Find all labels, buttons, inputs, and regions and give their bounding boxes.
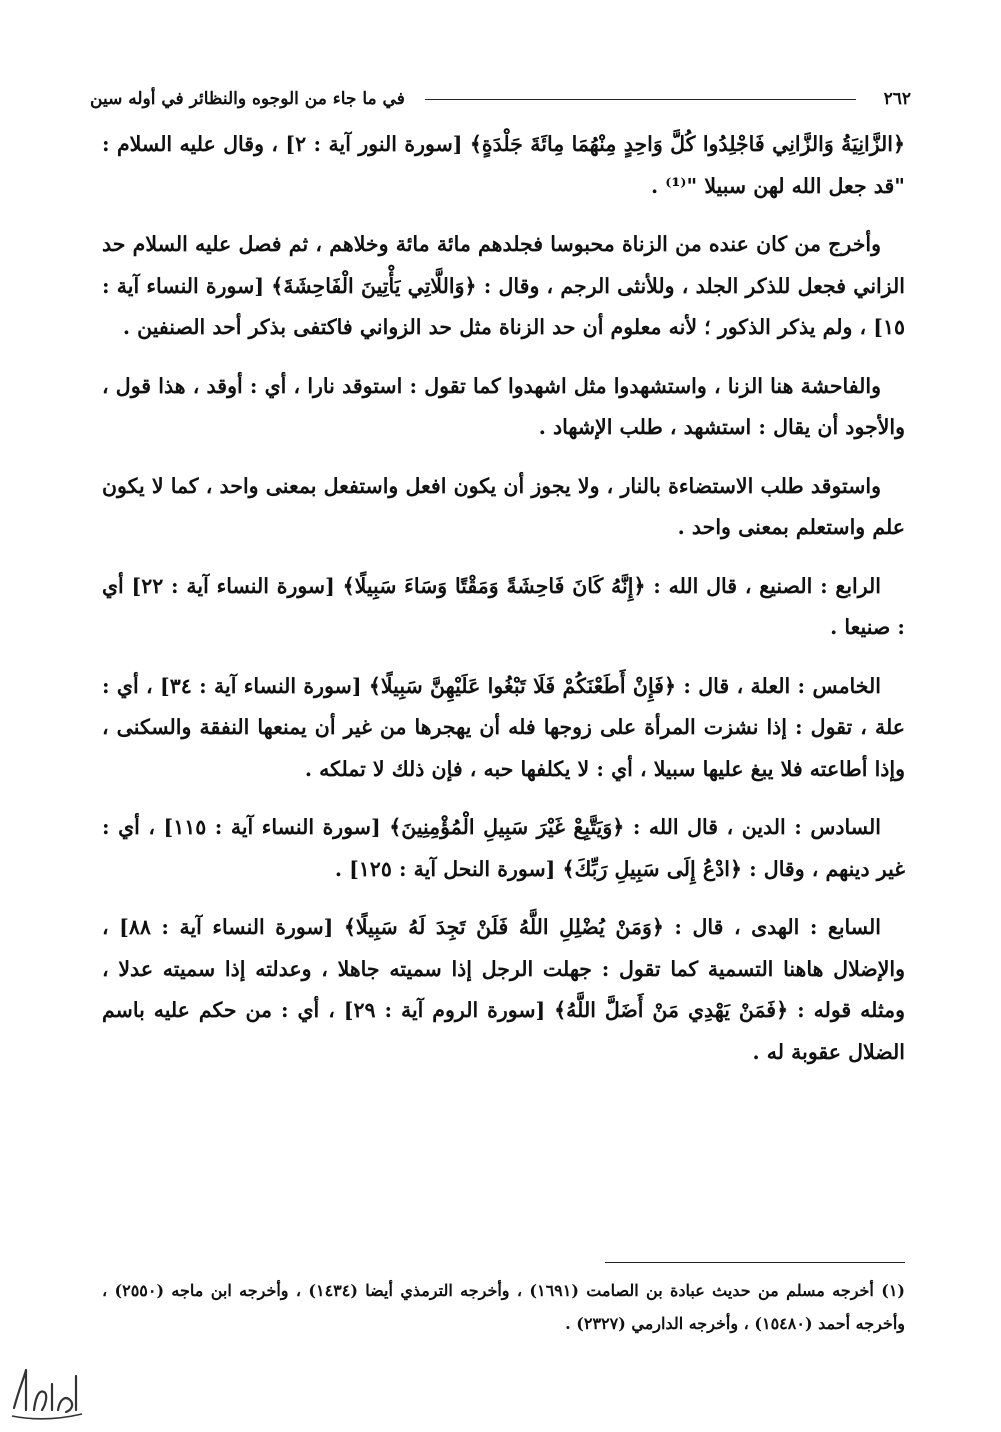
paragraph: واستوقد طلب الاستضاءة بالنار ، ولا يجوز أن يكون افعل واستفعل بمعنى واحد ، كما لا يكون علم واستعلم بمعنى واحد .	[102, 473, 905, 539]
running-title: في ما جاء من الوجوه والنظائر في أوله سين	[90, 89, 405, 109]
paragraph: وأخرج من كان عنده من الزناة محبوسا فجلدهم مائة مائة وخلاهم ، ثم فصل عليه السلام حد الزاني فجعل للذكر الجلد ، وللأنثى الرجم ، وقال : ﴿وَاللَّاتِي يَأْتِينَ الْفَاحِشَةَ﴾ [سورة النساء آية : ١٥] ، ولم يذكر الذكور ؛ لأنه معلوم أن حد الزناة مثل حد الزواني فاكتفى بذكر أحد الصنفين .	[102, 232, 905, 339]
footnote: (١) أخرجه مسلم من حديث عبادة بن الصامت (١٦٩١) ، وأخرجه الترمذي أيضا (١٤٣٤) ، وأخرجه ابن ماجه (٢٥٥٠) ، وأخرجه أحمد (١٥٤٨٠) ، وأخرجه الدارمي (٢٣٢٧) .	[102, 1281, 905, 1333]
footnote-rule	[605, 1262, 905, 1263]
body-text	[102, 124, 905, 1090]
footnotes	[102, 1274, 905, 1340]
page-header	[90, 84, 911, 114]
library-logo-watermark	[6, 1356, 86, 1426]
paragraph: الخامس : العلة ، قال : ﴿فَإِنْ أَطَعْنَكُمْ فَلَا تَبْغُوا عَلَيْهِنَّ سَبِيلًا﴾ [سورة النساء آية : ٣٤] ، أي : علة ، تقول : إذا نشزت المرأة على زوجها فله أن يهجرها من غير أن يمنعها النفقة والسكنى ، وإذا أطاعته فلا يبغ عليها سبيلا ، أي : لا يكلفها حبه ، فإن ذلك لا تملكه .	[102, 673, 905, 781]
page-number: ٢٦٢	[883, 89, 911, 109]
paragraph: الرابع : الصنيع ، قال الله : ﴿إِنَّهُ كَانَ فَاحِشَةً وَمَقْتًا وَسَاءَ سَبِيلًا﴾ [سورة النساء آية : ٢٢] أي : صنيعا .	[102, 573, 905, 639]
paragraph: والفاحشة هنا الزنا ، واستشهدوا مثل اشهدوا كما تقول : استوقد نارا ، أي : أوقد ، هذا قول ، والأجود أن يقال : استشهد ، طلب الإشهاد .	[102, 373, 905, 439]
paragraph: السابع : الهدى ، قال : ﴿وَمَنْ يُضْلِلِ اللَّهُ فَلَنْ تَجِدَ لَهُ سَبِيلًا﴾ [سورة النساء آية : ٨٨] ، والإضلال هاهنا التسمية كما تقول : جهلت الرجل إذا سميته جاهلا ، وعدلته إذا سميته عدلا ، ومثله قوله : ﴿فَمَنْ يَهْدِي مَنْ أَضَلَّ اللَّهُ﴾ [سورة الروم آية : ٢٩] ، أي : من حكم عليه باسم الضلال عقوبة له .	[102, 915, 906, 1064]
header-rule	[425, 99, 856, 100]
paragraph: ﴿الزَّانِيَةُ وَالزَّانِي فَاجْلِدُوا كُلَّ وَاحِدٍ مِنْهُمَا مِائَةَ جَلْدَةٍ﴾ [سورة النور آية : ٢] ، وقال عليه السلام : "قد جعل الله لهن سبيلا "⁽¹⁾ .	[102, 132, 905, 198]
paragraph: السادس : الدين ، قال الله : ﴿وَيَتَّبِعْ غَيْرَ سَبِيلِ الْمُؤْمِنِينَ﴾ [سورة النساء آية : ١١٥] ، أي : غير دينهم ، وقال : ﴿ادْعُ إِلَى سَبِيلِ رَبِّكَ﴾ [سورة النحل آية : ١٢٥] .	[102, 815, 905, 881]
